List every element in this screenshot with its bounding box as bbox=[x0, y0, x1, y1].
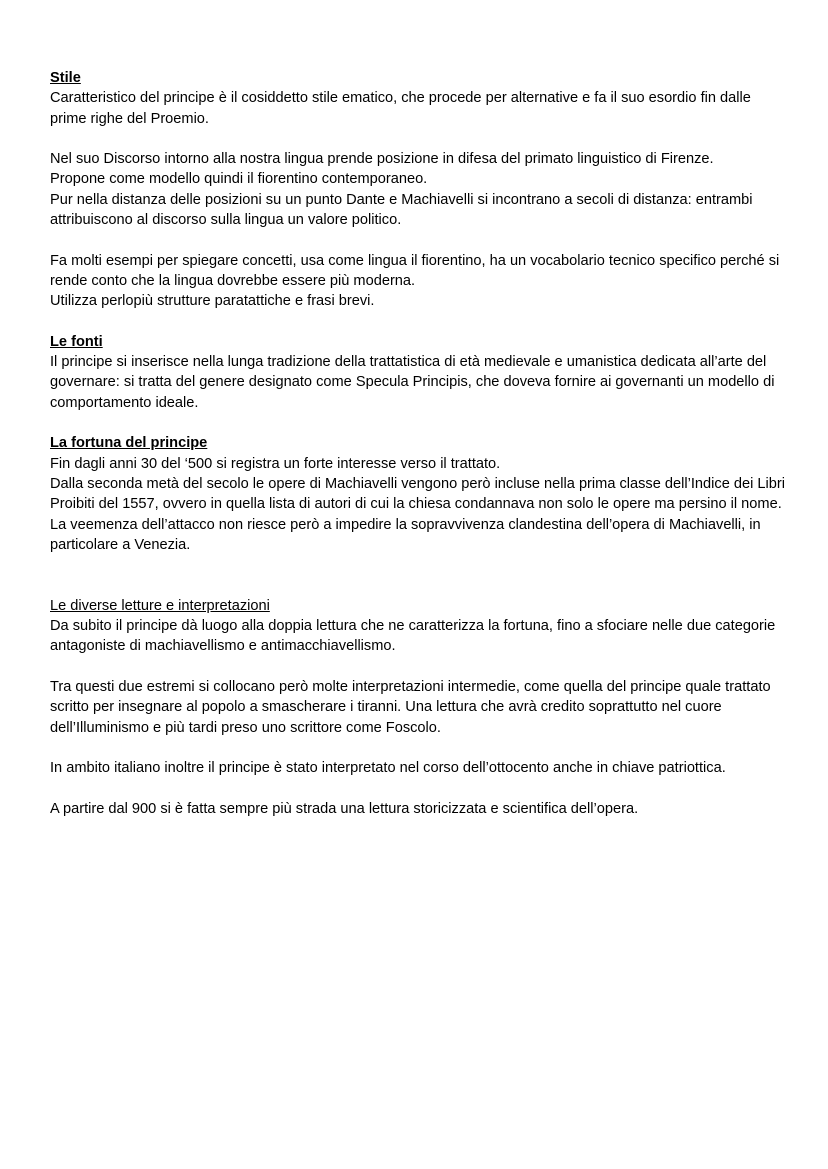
paragraph: Pur nella distanza delle posizioni su un punto Dante e Machiavelli si incontrano a secoli di distanza: entrambi attribuiscono al discorso sulla lingua un valore politico. bbox=[50, 191, 753, 229]
paragraph: In ambito italiano inoltre il principe è stato interpretato nel corso dell’ottocento anche in chiave patriottica. bbox=[50, 760, 726, 777]
section-fonti bbox=[50, 332, 790, 413]
paragraph: Il principe si inserisce nella lunga tradizione della trattatistica di età medievale e umanistica dedicata all’arte del governare: si tratta del genere designato come Specula Principis, che doveva fornire ai governanti un modello di comportamento ideale. bbox=[50, 354, 775, 411]
section-heading-fonti: Le fonti bbox=[50, 333, 103, 350]
document-page bbox=[50, 68, 790, 819]
paragraph: La veemenza dell’attacco non riesce però a impedire la sopravvivenza clandestina dell’opera di Machiavelli, in particolare a Venezia. bbox=[50, 516, 761, 553]
paragraph: Caratteristico del principe è il cosiddetto stile ematico, che procede per alternative e fa il suo esordio fin dalle prime righe del Proemio. bbox=[50, 90, 751, 127]
paragraph: Nel suo Discorso intorno alla nostra lingua prende posizione in difesa del primato linguistico di Firenze. bbox=[50, 151, 714, 168]
paragraph: Fa molti esempi per spiegare concetti, usa come lingua il fiorentino, ha un vocabolario tecnico specifico perché si rende conto che la lingua dovrebbe essere più moderna. bbox=[50, 252, 780, 289]
paragraph: Dalla seconda metà del secolo le opere di Machiavelli vengono però incluse nella prima classe dell’Indice dei Libri Proibiti del 1557, ovvero in quella lista di autori di cui la chiesa condannava non solo le opere ma persino il nome. bbox=[50, 475, 785, 513]
section-heading-stile: Stile bbox=[50, 70, 81, 86]
section-letture bbox=[50, 596, 790, 819]
paragraph: Fin dagli anni 30 del ‘500 si registra un forte interesse verso il trattato. bbox=[50, 455, 501, 472]
section-heading-fortuna: La fortuna del principe bbox=[50, 435, 208, 452]
section-fortuna bbox=[50, 433, 790, 555]
paragraph: Utilizza perlopiù strutture paratattiche e frasi brevi. bbox=[50, 293, 375, 310]
paragraph: Propone come modello quindi il fiorentino contemporaneo. bbox=[50, 171, 428, 188]
paragraph: Tra questi due estremi si collocano però molte interpretazioni intermedie, come quella del principe quale trattato scritto per insegnare al popolo a smascherare i tiranni. Una lettura che avrà credito soprattutto nel cuore dell’Illuminismo e più tardi preso uno scrittore come Foscolo. bbox=[50, 678, 771, 736]
paragraph: A partire dal 900 si è fatta sempre più strada una lettura storicizzata e scientifica dell’opera. bbox=[50, 800, 639, 817]
section-heading-letture: Le diverse letture e interpretazioni bbox=[50, 597, 270, 614]
section-stile bbox=[50, 68, 790, 312]
paragraph: Da subito il principe dà luogo alla doppia lettura che ne caratterizza la fortuna, fino a sfociare nelle due categorie antagoniste di machiavellismo e antimacchiavellismo. bbox=[50, 618, 776, 655]
